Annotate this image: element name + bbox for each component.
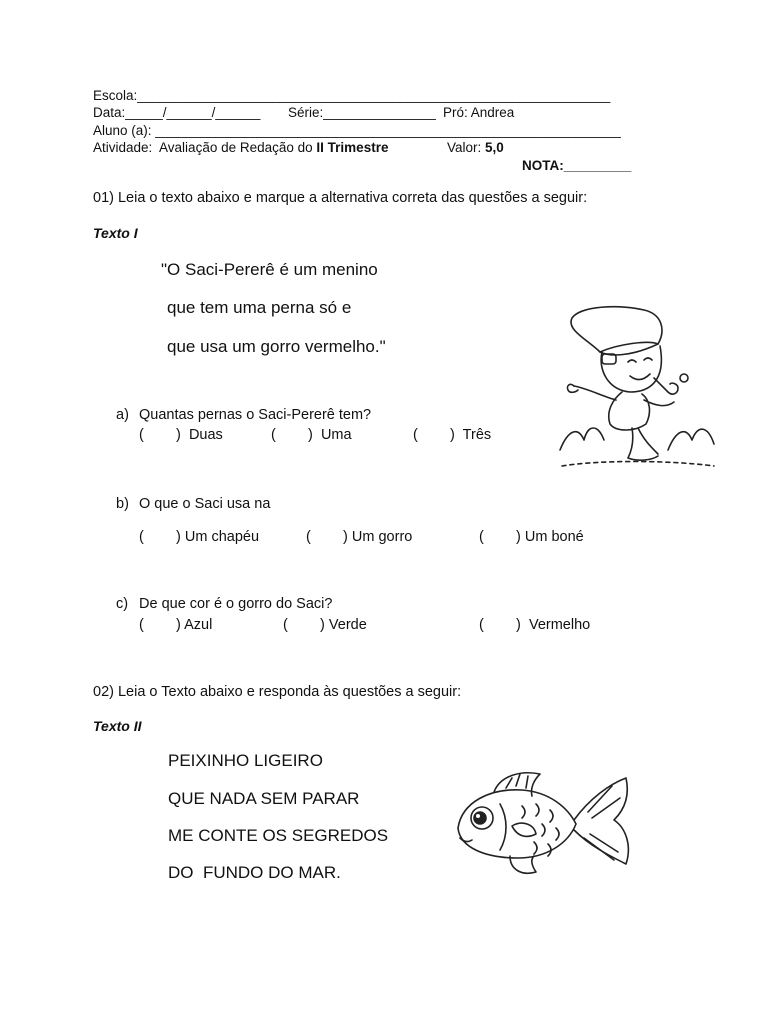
- question-a-text: Quantas pernas o Saci-Pererê tem?: [139, 407, 372, 423]
- section2-instruction: 02) Leia o Texto abaixo e responda às questões a seguir:: [93, 684, 462, 700]
- data-line: Data:_____/______/______: [93, 105, 261, 120]
- question-b-option-3[interactable]: ( ) Um boné: [479, 529, 584, 545]
- poem2-line-4: DO FUNDO DO MAR.: [168, 863, 341, 882]
- escola-line: Escola:_______________________________________________________________: [93, 88, 611, 103]
- question-b-option-1[interactable]: ( ) Um chapéu: [139, 529, 260, 545]
- professor-line: Pró: Andrea: [443, 105, 515, 120]
- question-c-option-2[interactable]: ( ) Verde: [283, 617, 367, 633]
- atividade-prefix: Atividade: Avaliação de Redação do: [93, 140, 317, 155]
- section1-instruction: 01) Leia o texto abaixo e marque a alternativa correta das questões a seguir:: [93, 190, 588, 206]
- question-b-option-2[interactable]: ( ) Um gorro: [306, 529, 413, 545]
- nota-line: NOTA:_________: [522, 158, 632, 173]
- serie-line: Série:_______________: [288, 105, 436, 120]
- poem1-line-3: que usa um gorro vermelho.": [167, 337, 386, 356]
- question-c-option-1[interactable]: ( ) Azul: [139, 617, 213, 633]
- question-c-text: De que cor é o gorro do Saci?: [139, 596, 333, 612]
- aluno-line: Aluno (a): ______________________________________________________________: [93, 123, 621, 138]
- valor-value: 5,0: [485, 140, 504, 155]
- poem1-line-2: que tem uma perna só e: [167, 298, 352, 317]
- valor-line: [447, 139, 504, 156]
- question-a-option-3[interactable]: ( ) Três: [413, 427, 492, 443]
- question-b-letter: b): [116, 496, 129, 512]
- texto-ii-label: Texto II: [93, 718, 142, 734]
- question-a-option-1[interactable]: ( ) Duas: [139, 427, 223, 443]
- question-c-option-3[interactable]: ( ) Vermelho: [479, 617, 591, 633]
- valor-label: Valor:: [447, 140, 486, 155]
- poem2-line-2: QUE NADA SEM PARAR: [168, 789, 360, 808]
- poem1-line-1: "O Saci-Pererê é um menino: [161, 260, 378, 279]
- poem2-line-1: PEIXINHO LIGEIRO: [168, 751, 323, 770]
- question-b-text: O que o Saci usa na: [139, 496, 271, 512]
- question-c-letter: c): [116, 596, 129, 612]
- poem2-line-3: ME CONTE OS SEGREDOS: [168, 826, 389, 845]
- texto-i-label: Texto I: [93, 225, 138, 241]
- atividade-line: [93, 139, 388, 156]
- atividade-trimestre: II Trimestre: [316, 140, 389, 155]
- saci-illustration: [558, 300, 716, 470]
- fish-illustration: [450, 762, 636, 882]
- question-a-letter: a): [116, 407, 129, 423]
- question-a-option-2[interactable]: ( ) Uma: [271, 427, 352, 443]
